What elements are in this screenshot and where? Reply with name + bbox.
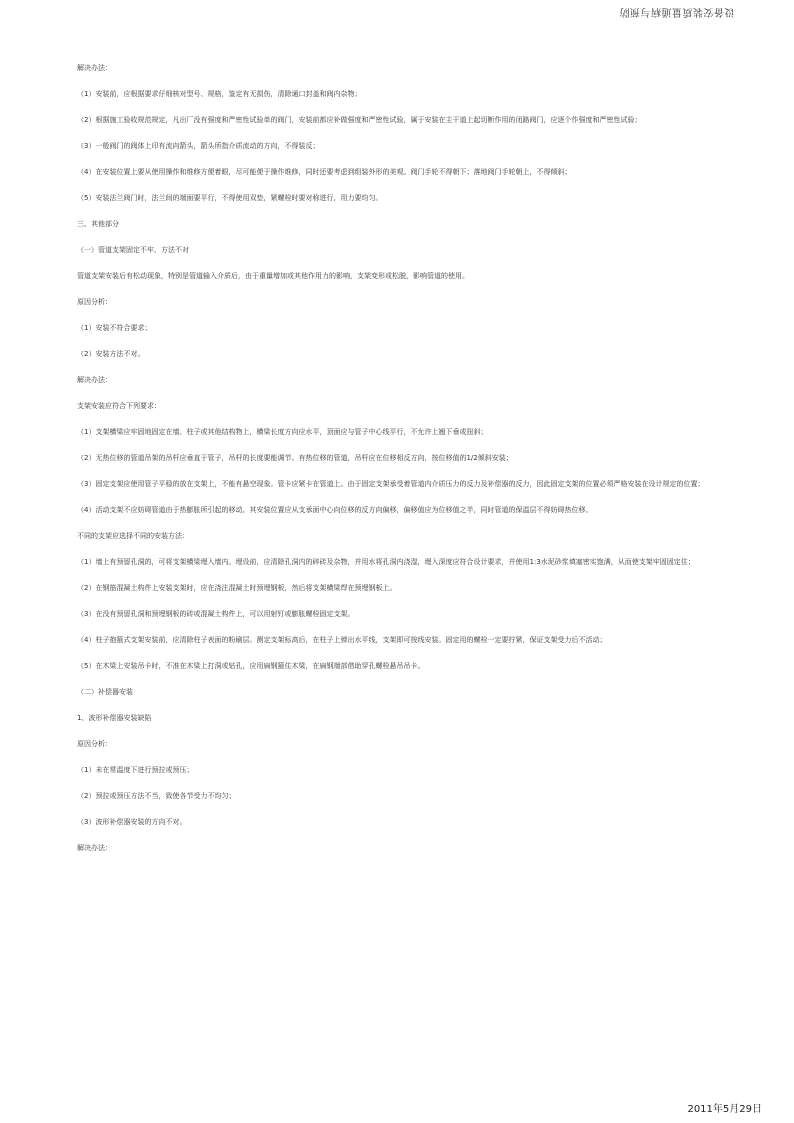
paragraph: 原因分析： bbox=[77, 298, 112, 306]
paragraph: （3）在没有预留孔洞和预埋钢板的砖或混凝土构件上，可以用射钉或膨胀螺栓固定支架。 bbox=[77, 610, 355, 618]
paragraph: （5）在木梁上安装吊卡时，不准在木梁上打洞或钻孔，应用扁钢箍住木梁，在扁钢端部借助穿孔螺栓悬吊吊卡。 bbox=[77, 662, 425, 670]
paragraph: （2）预拉或预压方法不当，致使各节受力不均匀； bbox=[77, 792, 236, 800]
paragraph: （4）活动支架不应妨碍管道由于热膨胀所引起的移动。其安装位置应从支承面中心向位移的反方向偏移，偏移值应为位移值之半，同时管道的保温层不得妨碍热位移。 bbox=[77, 506, 593, 514]
subsection-heading: （二）补偿器安装 bbox=[77, 688, 133, 696]
paragraph: （4）柱子抱箍式支架安装前，应清除柱子表面的粉刷层。测定支架标高后，在柱子上弹出水平线，支架即可按线安装。固定用的螺栓一定要拧紧，保证支架受力后不活动； bbox=[77, 636, 607, 644]
paragraph: （2）无热位移的管道吊架的吊杆应垂直于管子，吊杆的长度要能调节。有热位移的管道，吊杆应在位移相反方向，按位移值的1/2倾斜安装； bbox=[77, 454, 513, 462]
document-body bbox=[77, 62, 717, 868]
paragraph: （5）安装法兰阀门时，法兰间的端面要平行，不得使用双垫，紧螺栓时要对称进行，用力要均匀。 bbox=[77, 194, 383, 202]
paragraph: 管道支架安装后有松动现象，特别是管道输入介质后，由于重量增加或其他作用力的影响，支架变形或松脱，影响管道的使用。 bbox=[77, 272, 469, 280]
subsection-heading: 1、波形补偿器安装缺陷 bbox=[77, 714, 152, 722]
paragraph: 解决办法： bbox=[77, 376, 112, 384]
paragraph: 支架安装应符合下列要求： bbox=[77, 402, 161, 410]
paragraph: 原因分析： bbox=[77, 740, 112, 748]
paragraph: （1）安装前，应根据要求仔细核对型号、规格，鉴定有无损伤，清除通口封盖和阀内杂物； bbox=[77, 90, 362, 98]
paragraph: （1）墙上有预留孔洞的，可将支架横梁埋入墙内。埋设前，应清除孔洞内的碎砖及杂物，并用水将孔洞内浇湿，埋入深度应符合设计要求，并使用1:3水泥砂浆填塞密实饱满，从而使支架牢固固定住； bbox=[77, 558, 695, 566]
paragraph: （2）根据施工验收规范规定，凡出厂没有强度和严密性试验单的阀门，安装前都应补做强度和严密性试验，属于安装在主干道上起切断作用的闭路阀门，应逐个作强度和严密性试验； bbox=[77, 116, 642, 124]
paragraph: （4）在安装位置上要从使用操作和维修方便着眼，尽可能便于操作维修，同时还要考虑到组装外形的美观。阀门手轮不得朝下；落地阀门手轮朝上，不得倾斜； bbox=[77, 168, 572, 176]
footer-date: 2011年5月29日 bbox=[687, 1104, 762, 1115]
section-heading: 三、其他部分 bbox=[77, 220, 119, 228]
paragraph: 解决办法： bbox=[77, 844, 112, 852]
paragraph: 解决办法： bbox=[77, 64, 112, 72]
page-header-title: 设备安装质量通病与预防 bbox=[618, 6, 734, 17]
paragraph: （2）安装方法不对。 bbox=[77, 350, 145, 358]
paragraph: （1）安装不符合要求； bbox=[77, 324, 152, 332]
paragraph: （3）一般阀门的阀体上印有流向箭头，箭头所指介质流动的方向，不得装反； bbox=[77, 142, 320, 150]
paragraph: （3）波形补偿器安装的方向不对。 bbox=[77, 818, 187, 826]
paragraph: （1）支架横梁应牢固地固定在墙、柱子或其他结构物上，横梁长度方向应水平，顶面应与管子中心线平行，不允许上翘下垂或扭斜； bbox=[77, 428, 488, 436]
subsection-heading: （一）管道支架固定不牢、方法不对 bbox=[77, 246, 189, 254]
paragraph: 不同的支架应选择不同的安装方法： bbox=[77, 532, 189, 540]
paragraph: （2）在钢筋混凝土构件上安装支架时，应在浇注混凝土时预埋钢板，然后将支架横梁焊在预埋钢板上。 bbox=[77, 584, 397, 592]
paragraph: （3）固定支架应使用管子平稳的放在支架上，不能有悬空现象。管卡应紧卡在管道上。由于固定支架承受着管道内介质压力的反力及补偿器的反力，因此固定支架的位置必须严格安装在设计规定的位置； bbox=[77, 480, 705, 488]
paragraph: （1）未在常温度下进行预拉或预压； bbox=[77, 766, 194, 774]
